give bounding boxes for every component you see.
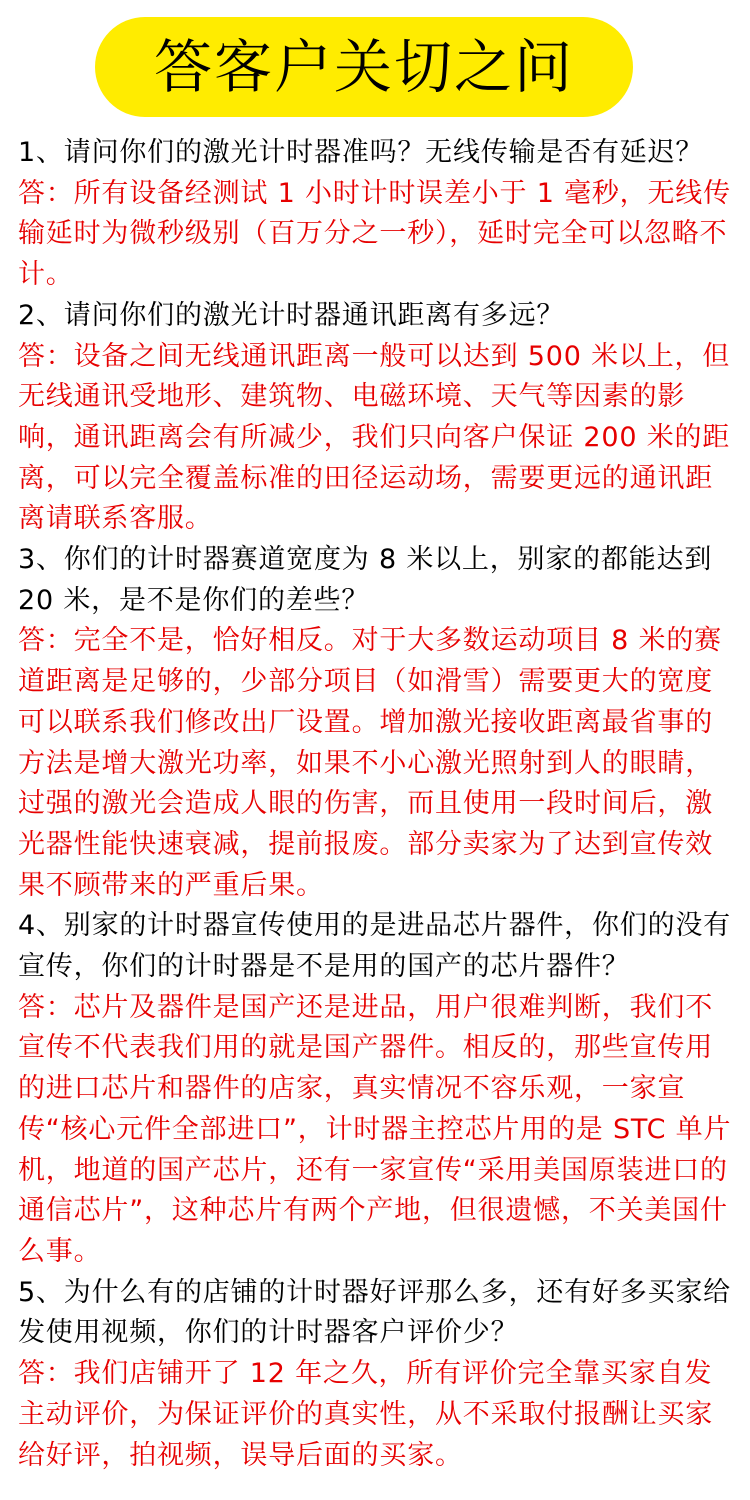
faq-answer: 答：完全不是，恰好相反。对于大多数运动项目 8 米的赛道距离是足够的，少部分项目（如滑雪）需要更大的宽度可以联系我们修改出厂设置。增加激光接收距离最省事的方法是增大激光功率，如果不小心激光照射到人的眼睛，过强的激光会造成人眼的伤害，而且使用一段时间后，激光器性能快速衰减，提前报废。部分卖家为了达到宣传效果不顾带来的严重后果。	[18, 625, 722, 901]
faq-answer: 答：所有设备经测试 1 小时计时误差小于 1 毫秒，无线传输延时为微秒级别（百万分之一秒），延时完全可以忽略不计。	[18, 177, 731, 291]
page-title: 答客户关切之问	[153, 33, 574, 101]
faq-question: 3、你们的计时器赛道宽度为 8 米以上，别家的都能达到 20 米，是不是你们的差些？	[18, 544, 713, 616]
faq-item-5	[18, 1273, 738, 1477]
faq-answer: 答：芯片及器件是国产还是进品，用户很难判断，我们不宣传不代表我们用的就是国产器件。相反的，那些宣传用的进口芯片和器件的店家，真实情况不容乐观，一家宣传“核心元件全部进口”，计时器主控芯片用的是 STC 单片机，地道的国产芯片，还有一家宣传“采用美国原装进口的通信芯片”，这种芯片有两个产地，但很遗憾，不关美国什么事。	[18, 991, 732, 1267]
faq-answer: 答：设备之间无线通讯距离一般可以达到 500 米以上，但无线通讯受地形、建筑物、电磁环境、天气等因素的影响，通讯距离会有所减少，我们只向客户保证 200 米的距离，可以完全覆盖标准的田径运动场，需要更远的通讯距离请联系客服。	[18, 340, 731, 535]
faq-answer: 答：我们店铺开了 12 年之久，所有评价完全靠买家自发主动评价，为保证评价的真实性，从不采取付报酬让买家给好评，拍视频，误导后面的买家。	[18, 1358, 713, 1471]
faq-question: 1、请问你们的激光计时器准吗？无线传输是否有延迟？	[18, 137, 704, 168]
faq-item-2	[18, 296, 738, 540]
faq-item-3	[18, 540, 738, 906]
faq-item-1	[18, 133, 738, 296]
faq-question: 4、别家的计时器宣传使用的是进品芯片器件，你们的没有宣传，你们的计时器是不是用的国产的芯片器件？	[18, 910, 731, 983]
title-banner	[95, 17, 633, 117]
faq-list	[18, 133, 738, 1476]
faq-question: 5、为什么有的店铺的计时器好评那么多，还有好多买家给发使用视频，你们的计时器客户评价少？	[18, 1276, 731, 1349]
faq-question: 2、请问你们的激光计时器通讯距离有多远？	[18, 299, 565, 331]
faq-item-4	[18, 906, 738, 1272]
